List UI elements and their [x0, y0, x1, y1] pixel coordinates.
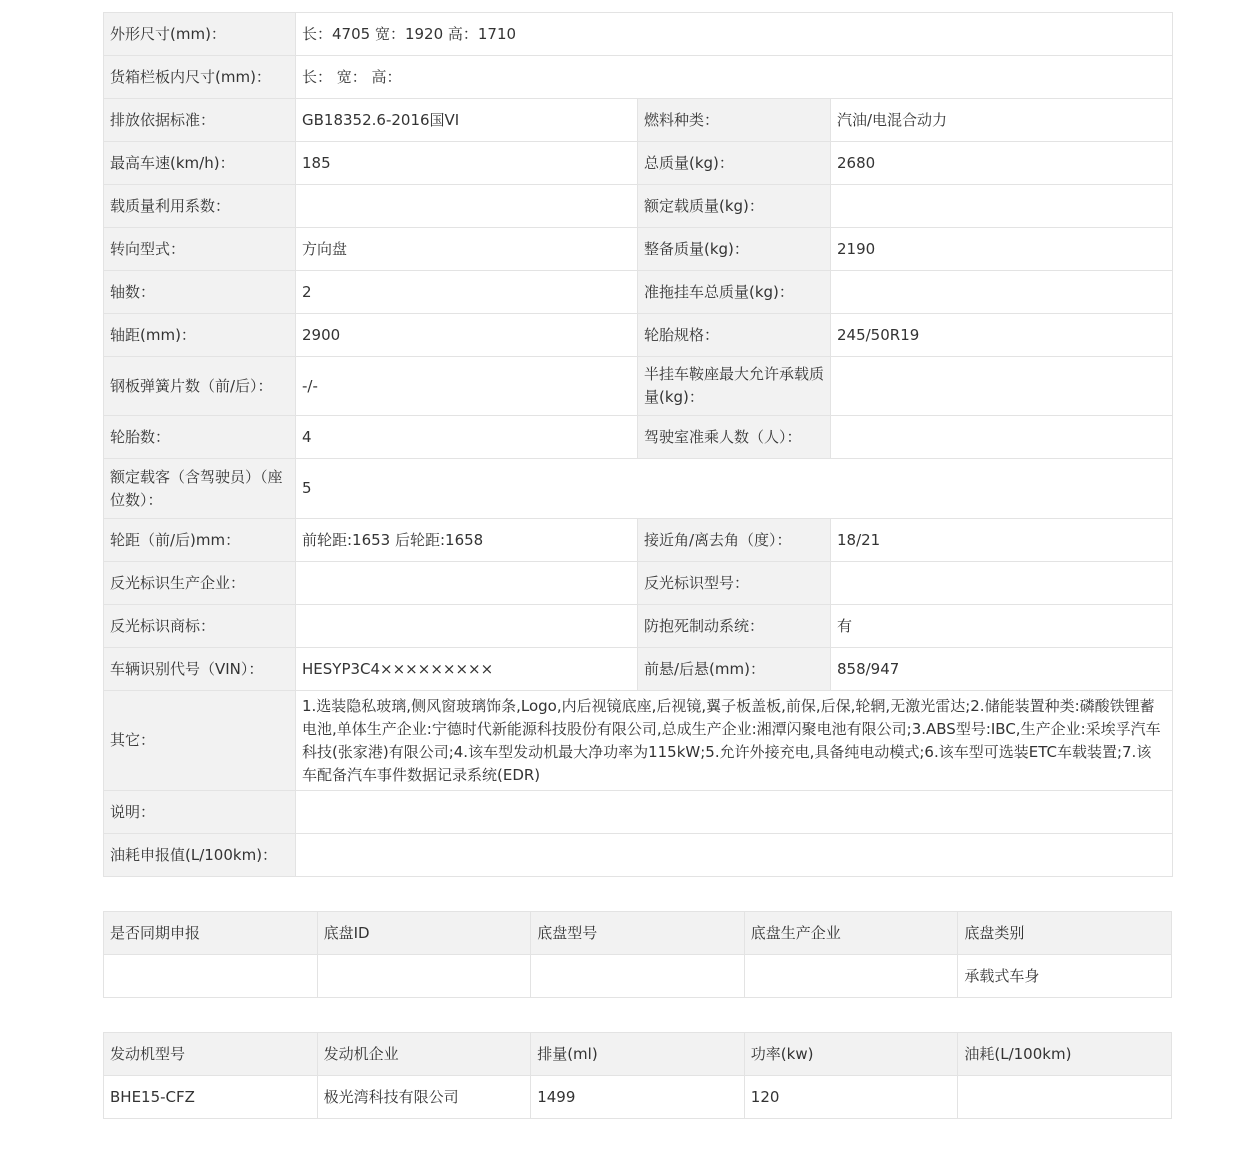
spec-label: 接近角/离去角（度）：	[638, 519, 831, 562]
cargo-label: 货箱栏板内尺寸(mm)：	[104, 56, 296, 99]
spec-label: 半挂车鞍座最大允许承载质量(kg)：	[638, 357, 831, 416]
engine-header-row	[104, 1033, 1172, 1076]
spec-label: 额定载质量(kg)：	[638, 185, 831, 228]
spec-label: 钢板弹簧片数（前/后）：	[104, 357, 296, 416]
spec-value: 有	[831, 605, 1173, 648]
spec-row-cargo	[104, 56, 1173, 99]
engine-table	[103, 1032, 1172, 1119]
spec-label: 准拖挂车总质量(kg)：	[638, 271, 831, 314]
engine-data-row	[104, 1076, 1172, 1119]
spec-row	[104, 228, 1173, 271]
spec-row	[104, 357, 1173, 416]
spec-label: 排放依据标准：	[104, 99, 296, 142]
fuel-value	[296, 834, 1173, 877]
vehicle-spec-page	[103, 12, 1172, 1119]
spec-value	[831, 185, 1173, 228]
spec-label: 总质量(kg)：	[638, 142, 831, 185]
spec-value	[831, 357, 1173, 416]
chassis-header-cell: 底盘ID	[317, 912, 531, 955]
spec-label: 轴数：	[104, 271, 296, 314]
chassis-cell	[317, 955, 531, 998]
passengers-value: 5	[296, 459, 1173, 519]
chassis-cell	[744, 955, 958, 998]
spec-value: 4	[296, 416, 638, 459]
spec-value: 2900	[296, 314, 638, 357]
engine-header-cell: 排量(ml)	[531, 1033, 745, 1076]
chassis-header-cell: 底盘类别	[958, 912, 1172, 955]
spec-label: 轴距(mm)：	[104, 314, 296, 357]
spec-value	[296, 185, 638, 228]
spec-value	[296, 605, 638, 648]
spec-label: 反光标识型号：	[638, 562, 831, 605]
spec-value: -/-	[296, 357, 638, 416]
spec-row-fuel	[104, 834, 1173, 877]
spec-value: 245/50R19	[831, 314, 1173, 357]
spec-value: 2190	[831, 228, 1173, 271]
spec-label: 轮距（前/后)mm：	[104, 519, 296, 562]
spec-label: 最高车速(km/h)：	[104, 142, 296, 185]
spec-row-note	[104, 791, 1173, 834]
engine-cell	[958, 1076, 1172, 1119]
fuel-label: 油耗申报值(L/100km)：	[104, 834, 296, 877]
other-value: 1.选装隐私玻璃,侧风窗玻璃饰条,Logo,内后视镜底座,后视镜,翼子板盖板,前保,后保,轮辋,无激光雷达;2.储能装置种类:磷酸铁锂蓄电池,单体生产企业:宁德时代新能源科技股份有限公司,总成生产企业:湘潭闪聚电池有限公司;3.ABS型号:IBC,生产企业:采埃孚汽车科技(张家港)有限公司;4.该车型发动机最大净功率为115kW;5.允许外接充电,具备纯电动模式;6.该车型可选装ETC车载装置;7.该车配备汽车事件数据记录系统(EDR)	[296, 691, 1173, 791]
spec-value: 前轮距:1653 后轮距:1658	[296, 519, 638, 562]
spec-value: 方向盘	[296, 228, 638, 271]
spec-label: 驾驶室准乘人数（人）：	[638, 416, 831, 459]
chassis-header-cell: 底盘型号	[531, 912, 745, 955]
engine-cell: 120	[744, 1076, 958, 1119]
spec-row	[104, 185, 1173, 228]
engine-cell: BHE15-CFZ	[104, 1076, 318, 1119]
spec-value: 汽油/电混合动力	[831, 99, 1173, 142]
spec-value	[296, 562, 638, 605]
spec-row	[104, 142, 1173, 185]
spec-label: 燃料种类：	[638, 99, 831, 142]
spec-value	[831, 416, 1173, 459]
engine-cell: 极光湾科技有限公司	[317, 1076, 531, 1119]
spec-value: HESYP3C4×××××××××	[296, 648, 638, 691]
engine-cell: 1499	[531, 1076, 745, 1119]
chassis-cell: 承载式车身	[958, 955, 1172, 998]
spec-row-passengers	[104, 459, 1173, 519]
chassis-cell	[531, 955, 745, 998]
spec-label: 载质量利用系数：	[104, 185, 296, 228]
spec-label: 反光标识商标：	[104, 605, 296, 648]
chassis-table	[103, 911, 1172, 998]
spec-value: 18/21	[831, 519, 1173, 562]
spec-label: 前悬/后悬(mm)：	[638, 648, 831, 691]
engine-header-cell: 油耗(L/100km)	[958, 1033, 1172, 1076]
passengers-label: 额定载客（含驾驶员）（座位数）：	[104, 459, 296, 519]
spec-label: 转向型式：	[104, 228, 296, 271]
chassis-header-cell: 底盘生产企业	[744, 912, 958, 955]
engine-header-cell: 发动机企业	[317, 1033, 531, 1076]
spec-label: 车辆识别代号（VIN）：	[104, 648, 296, 691]
chassis-header-row	[104, 912, 1172, 955]
spec-row	[104, 519, 1173, 562]
chassis-data-row	[104, 955, 1172, 998]
chassis-header-cell: 是否同期申报	[104, 912, 318, 955]
spec-row	[104, 271, 1173, 314]
engine-header-cell: 发动机型号	[104, 1033, 318, 1076]
spec-label: 整备质量(kg)：	[638, 228, 831, 271]
note-value	[296, 791, 1173, 834]
spec-table	[103, 12, 1173, 877]
spec-label: 轮胎数：	[104, 416, 296, 459]
spec-value: 185	[296, 142, 638, 185]
engine-header-cell: 功率(kw)	[744, 1033, 958, 1076]
spec-label: 轮胎规格：	[638, 314, 831, 357]
other-label: 其它：	[104, 691, 296, 791]
spec-value: GB18352.6-2016国VI	[296, 99, 638, 142]
cargo-value: 长： 宽： 高：	[296, 56, 1173, 99]
spec-value	[831, 562, 1173, 605]
spec-label: 防抱死制动系统：	[638, 605, 831, 648]
note-label: 说明：	[104, 791, 296, 834]
chassis-cell	[104, 955, 318, 998]
spec-label: 反光标识生产企业：	[104, 562, 296, 605]
spec-row	[104, 314, 1173, 357]
dimensions-value: 长：4705 宽：1920 高：1710	[296, 13, 1173, 56]
spec-value: 2	[296, 271, 638, 314]
spec-row	[104, 562, 1173, 605]
spec-value: 858/947	[831, 648, 1173, 691]
spec-value	[831, 271, 1173, 314]
spec-row	[104, 416, 1173, 459]
spec-value: 2680	[831, 142, 1173, 185]
spec-row	[104, 99, 1173, 142]
spec-row-other	[104, 691, 1173, 791]
dimensions-label: 外形尺寸(mm)：	[104, 13, 296, 56]
spec-row	[104, 648, 1173, 691]
spec-row-dimensions	[104, 13, 1173, 56]
spec-row	[104, 605, 1173, 648]
